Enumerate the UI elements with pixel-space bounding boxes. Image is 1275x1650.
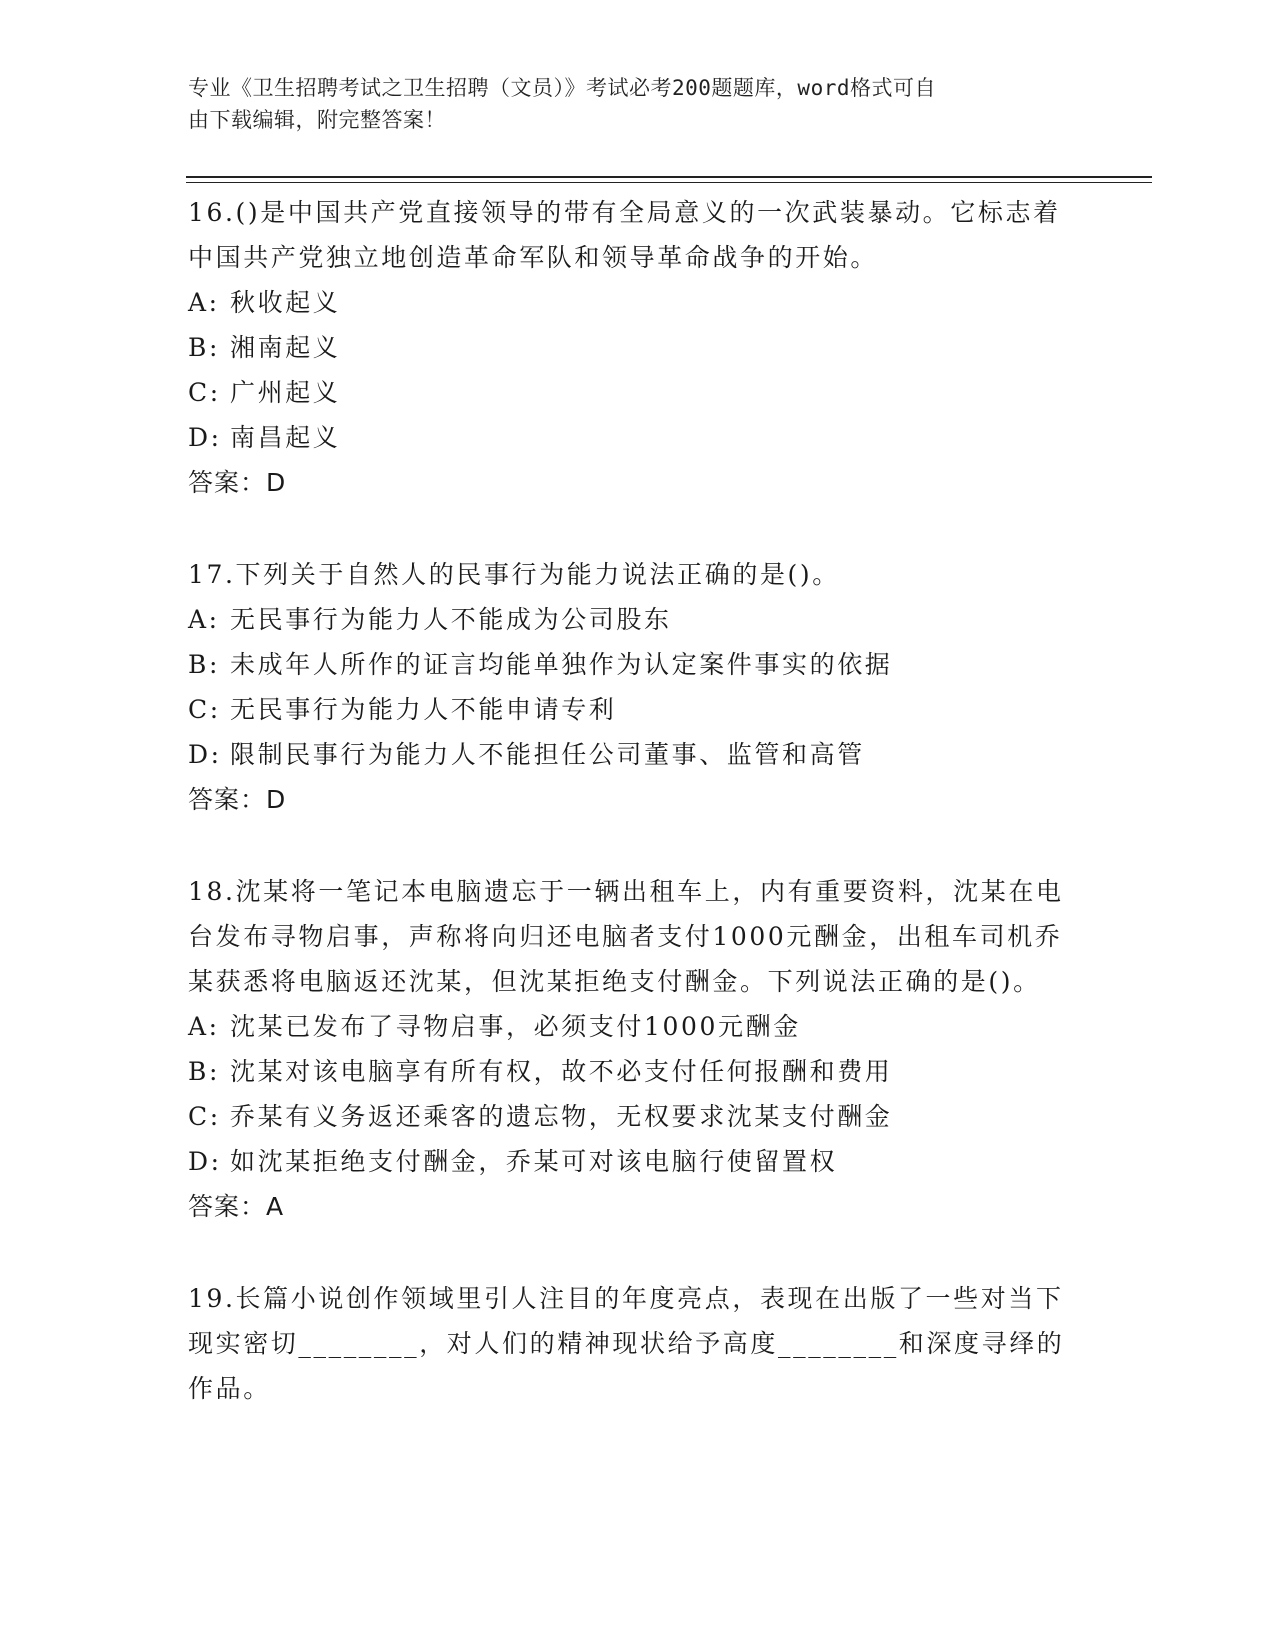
option-text: 无民事行为能力人不能成为公司股东 xyxy=(230,605,672,634)
option-key: A: xyxy=(188,288,220,317)
option-text: 如沈某拒绝支付酬金，乔某可对该电脑行使留置权 xyxy=(230,1147,838,1176)
question-list xyxy=(188,190,1078,1411)
option-a xyxy=(188,1004,1078,1049)
option-key: A: xyxy=(188,1012,220,1041)
option-key: B: xyxy=(188,1057,220,1086)
question-stem: 16.()是中国共产党直接领导的带有全局意义的一次武装暴动。它标志着中国共产党独立地创造革命军队和领导革命战争的开始。 xyxy=(188,198,1061,272)
option-key: A: xyxy=(188,605,220,634)
option-text: 未成年人所作的证言均能单独作为认定案件事实的依据 xyxy=(230,650,893,679)
option-key: D: xyxy=(188,423,222,452)
answer: 答案：D xyxy=(188,785,287,814)
option-text: 秋收起义 xyxy=(230,288,341,317)
option-b xyxy=(188,325,1078,370)
option-d xyxy=(188,1139,1078,1184)
intro-line-2: 由下载编辑，附完整答案！ xyxy=(188,108,446,132)
answer: 答案：D xyxy=(188,468,287,497)
option-key: C: xyxy=(188,1102,221,1131)
option-b xyxy=(188,642,1078,687)
option-key: C: xyxy=(188,695,221,724)
option-key: C: xyxy=(188,378,221,407)
question-stem: 17.下列关于自然人的民事行为能力说法正确的是()。 xyxy=(188,560,840,589)
option-c xyxy=(188,1094,1078,1139)
question-18 xyxy=(188,869,1078,1229)
option-text: 乔某有义务返还乘客的遗忘物，无权要求沈某支付酬金 xyxy=(230,1102,893,1131)
question-19 xyxy=(188,1276,1078,1411)
option-d xyxy=(188,415,1078,460)
intro-line-1: 专业《卫生招聘考试之卫生招聘（文员）》考试必考200题题库，word格式可自 xyxy=(188,76,936,100)
option-a xyxy=(188,597,1078,642)
option-b xyxy=(188,1049,1078,1094)
option-text: 沈某已发布了寻物启事，必须支付1000元酬金 xyxy=(230,1012,801,1041)
question-17 xyxy=(188,552,1078,822)
option-key: D: xyxy=(188,1147,222,1176)
option-key: B: xyxy=(188,333,220,362)
question-stem: 19.长篇小说创作领域里引人注目的年度亮点，表现在出版了一些对当下现实密切________，对人们的精神现状给予高度________和深度寻绎的作品。 xyxy=(188,1284,1065,1403)
option-text: 南昌起义 xyxy=(230,423,341,452)
option-text: 广州起义 xyxy=(230,378,341,407)
question-stem: 18.沈某将一笔记本电脑遗忘于一辆出租车上，内有重要资料，沈某在电台发布寻物启事，声称将向归还电脑者支付1000元酬金，出租车司机乔某获悉将电脑返还沈某，但沈某拒绝支付酬金。下列说法正确的是()。 xyxy=(188,877,1064,996)
document-header xyxy=(188,72,1068,136)
option-text: 湘南起义 xyxy=(230,333,341,362)
question-16 xyxy=(188,190,1078,505)
option-d xyxy=(188,732,1078,777)
option-a xyxy=(188,280,1078,325)
header-divider-thick xyxy=(186,176,1152,178)
answer: 答案：A xyxy=(188,1192,285,1221)
option-c xyxy=(188,370,1078,415)
header-divider-thin xyxy=(186,182,1152,183)
option-text: 限制民事行为能力人不能担任公司董事、监管和高管 xyxy=(230,740,865,769)
option-key: B: xyxy=(188,650,220,679)
option-text: 沈某对该电脑享有所有权，故不必支付任何报酬和费用 xyxy=(230,1057,893,1086)
option-text: 无民事行为能力人不能申请专利 xyxy=(230,695,617,724)
option-key: D: xyxy=(188,740,222,769)
option-c xyxy=(188,687,1078,732)
